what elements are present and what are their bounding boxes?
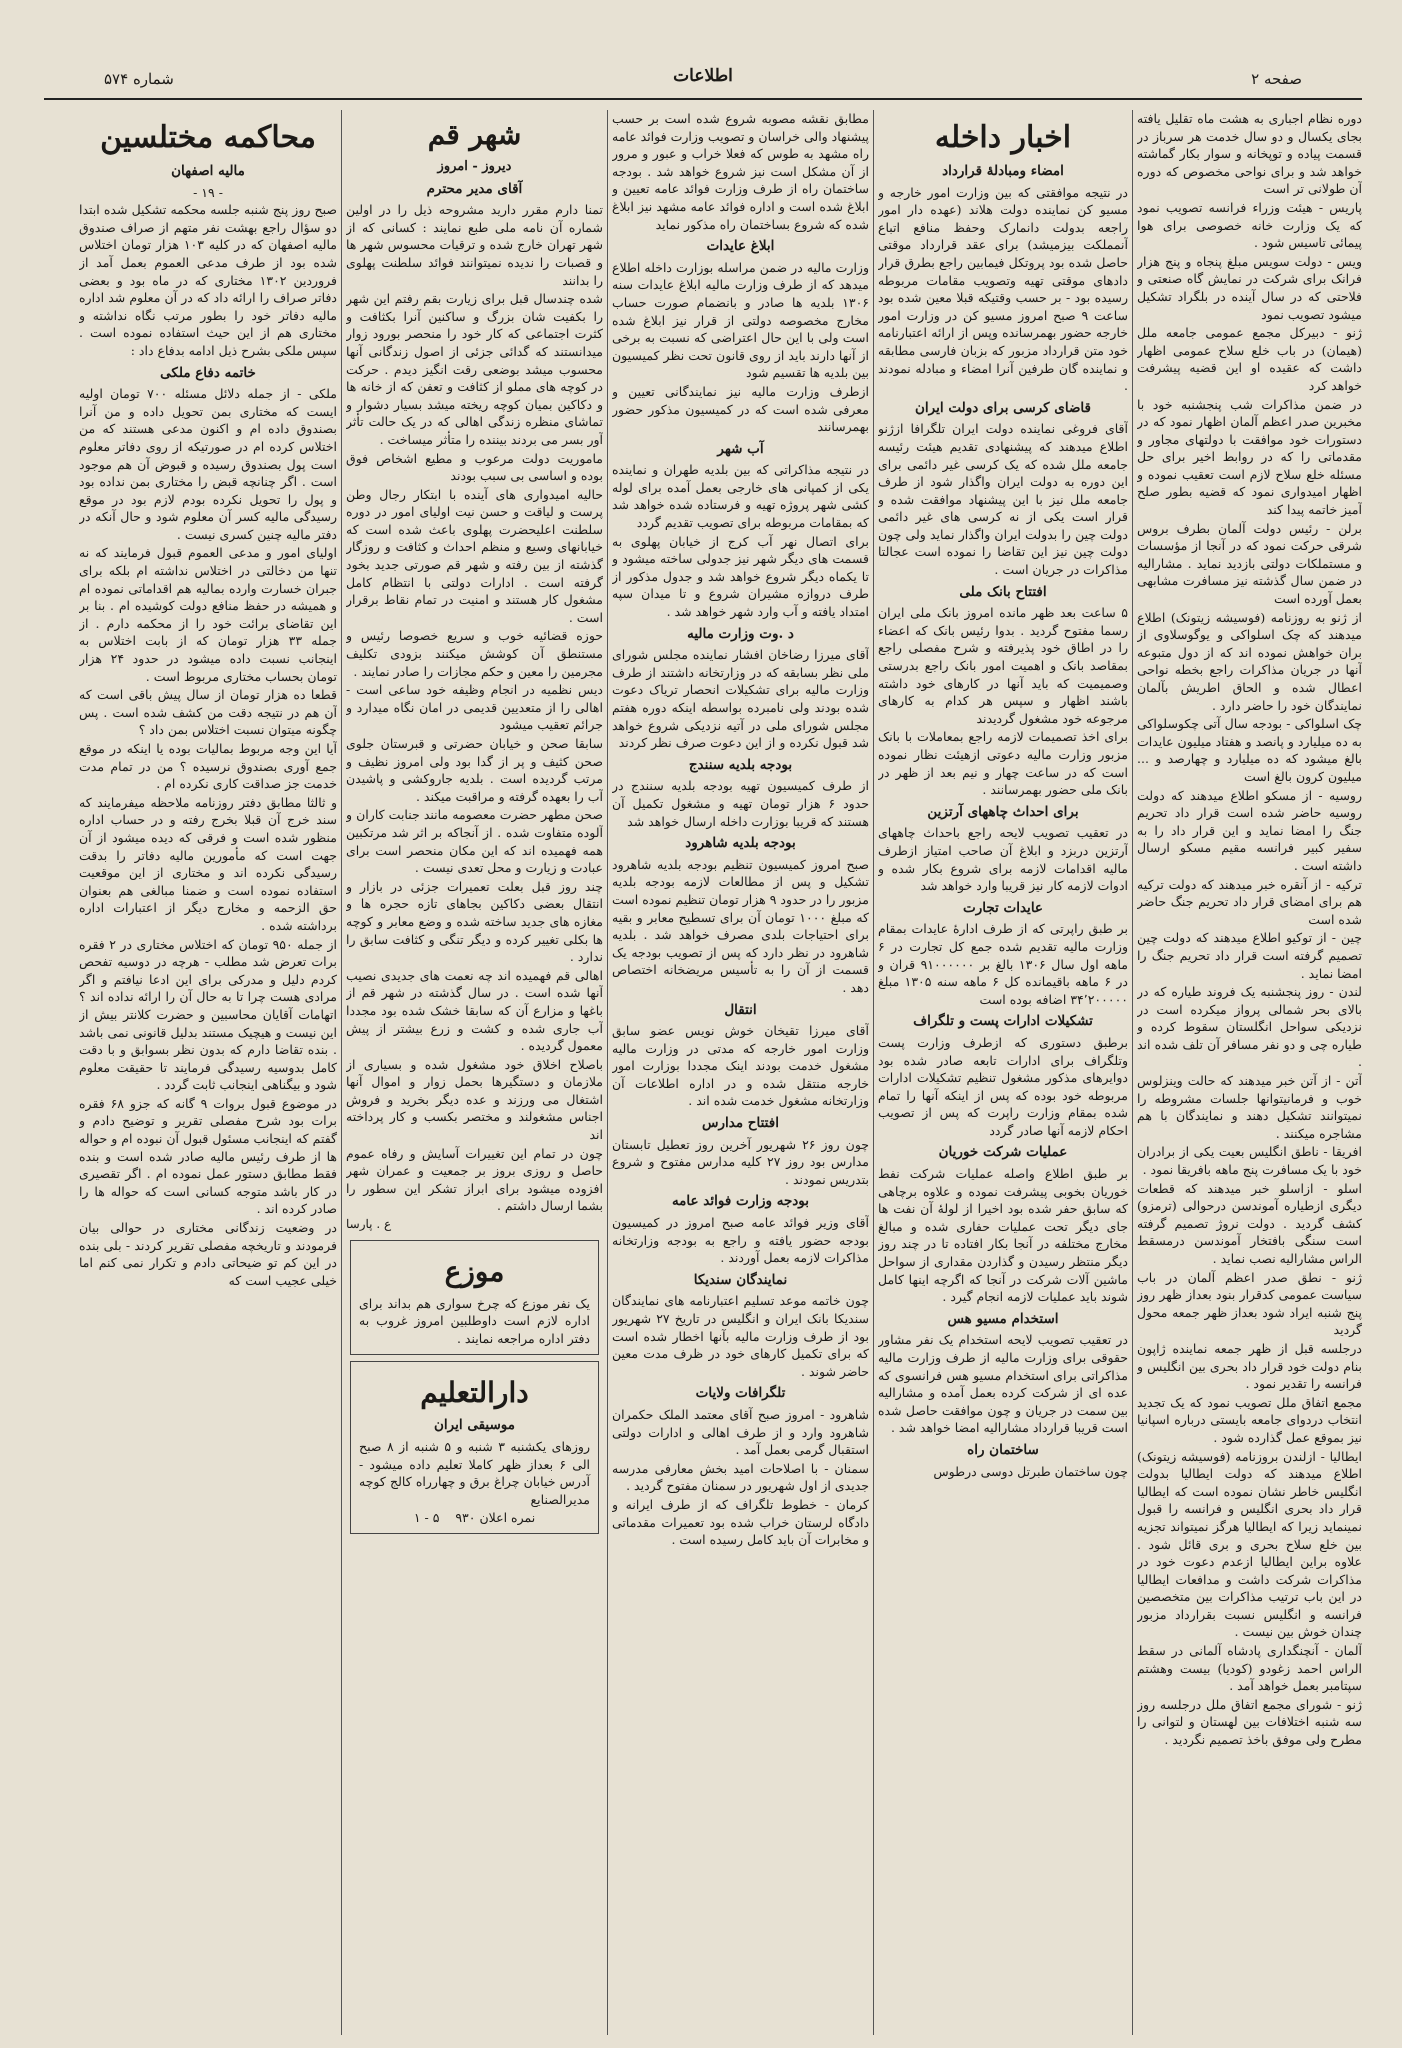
news-item: افریقا - ناطق انگلیس بعیت یکی از برادران خود با یک مسافرت پنج ماهه بافریقا نمود . <box>1137 1144 1362 1178</box>
subheading: برای احداث چاههای آرتزین <box>927 803 1079 820</box>
subheading: بودجه بلدیه شاهرود <box>685 835 796 852</box>
article-text: آقای میرزا تقیخان خوش نویس عضو سابق وزارت امور خارجه که مدتی در وزارت مالیه مشغول خدمت بودند اینک مجددا بوزارت امور خارجه منتقل شده و در اداره اطلاعات آن وزارتخانه مشغول خدمت شده اند . <box>612 1023 869 1109</box>
article-text: سمنان - با اصلاحات امید بخش معارفی مدرسه جدیدی از اول شهریور در سمنان مفتوح گردید . <box>612 1460 869 1494</box>
ad-text: یک نفر موزع که چرخ سواری هم بداند برای اداره لازم است داوطلبین امروز غروب به دفتر اداره مراجعه نمایند . <box>359 1295 590 1346</box>
article-text: آقای وزیر فوائد عامه صبح امروز در کمیسیون بودجه حضور یافته و راجع به بودجه وزارتخانه مذاکرات لازمه بعمل آوردند . <box>612 1215 869 1266</box>
subheading: خاتمه دفاع ملکی <box>160 364 256 381</box>
news-item: در ضمن مذاکرات شب پنجشنبه خود با مخبرین صدر اعظم آلمان اظهار نمود که در دستورات خود موافقت با دولتهای مجاور و مقدماتی را که در روابط اخیر برای حل مسئله خلع سلاح لازم است تعقیب نموده و اظهار امیدواری نمود که قضیه بطور صلح آمیز خاتمه پیدا کند <box>1137 396 1362 518</box>
column-rule <box>1132 110 1133 2035</box>
article-text: ماموریت دولت مرعوب و مطیع اشخاص فوق بوده و اساسی بی سبب بودند <box>346 450 603 484</box>
subheading: تشکیلات ادارات پست و تلگراف <box>913 1013 1093 1030</box>
trial-column <box>79 110 337 2035</box>
subheading: تلگرافات ولایات <box>695 1385 786 1402</box>
news-item: مجمع اتفاق ملل تصویب نمود که یک تجدید انتخاب دردوای جامعه بایستی درباره اسپانیا نیز بموقع عمل گذارده شود . <box>1137 1394 1362 1445</box>
signature: ع . پارسا <box>346 1217 392 1232</box>
greeting: آقای مدیر محترم <box>426 180 523 197</box>
news-item: چین - از توکیو اطلاع میدهند که دولت چین تصمیم گرفته است قرار داد تحریم جنگ را امضا نماید . <box>1137 930 1362 981</box>
domestic-news-column <box>878 110 1128 2035</box>
article-text: برطبق دستوری که ازطرف وزارت پست وتلگراف برای ادارات تابعه صادر شده بود دوایرهای مذکور مشغول تنظیم تشکیلات ادارات مربوطه خود بوده که پس از اینکه آنها را تمام شده بمقام وزارت راپرت که پس از تصویب احکام لازمه آنها صادر گردد <box>878 1034 1128 1138</box>
article-text: و ثالثا مطابق دفتر روزنامه ملاحظه میفرمایند که سند خرج آن قبلا بخرج رفته و در حساب اداره منظور شده است و فرقی که دیده میشود از آن جهت است که مأمورین مالیه دفاتر را بدقت رسیدگی نکرده اند و مختاری از این موقعیت استفاده نموده است و ضمنا مبالغی هم بعنوان حق الزحمه و مخارج دیگر از اعتبارات اداره برداشته شده . <box>79 794 337 933</box>
column-rule <box>607 110 608 2035</box>
article-text: اهالی قم فهمیده اند چه نعمت های جدیدی نصیب آنها شده است . در سال گذشته در شهر قم از باغها و مزارع آن که سابقا خشک شده بود مجددا آب جاری شده و کشت و زرع بیشتر از پیش معمول گردیده . <box>346 967 603 1054</box>
news-item: ژنو - شورای مجمع اتفاق ملل درجلسه روز سه شنبه اختلافات بین لهستان و لتوانی را مطرح ولی موفق باخذ تصمیم نگردید . <box>1137 1696 1362 1748</box>
subheading: د .وت وزارت مالیه <box>687 625 794 642</box>
article-text: حوزه قضائیه خوب و سریع خصوصا رئیس و مستنطق آن کوشش میکنند بزودی تکلیف مجرمین را معین و حکم مجازات را صادر نمایند . <box>346 628 603 679</box>
article-text: صبح امروز کمیسیون تنظیم بودجه بلدیه شاهرود تشکیل و پس از مطالعات لازمه بودجه بلدیه مزبور را در حدود ۹ هزار تومان تنظیم نموده است که مبلغ ۱۰۰۰ تومان آن برای تسطیح معابر و بقیه برای احتیاجات بلدی مصرف خواهد شد . بلدیه شاهرود در نظر دارد که پس از تصویب بودجه یک قسمت از آن را به تأسیس مریضخانه اختصاص دهد . <box>612 856 869 995</box>
article-text: وزارت مالیه در ضمن مراسله بوزارت داخله اطلاع میدهد که از طرف وزارت مالیه ابلاغ عایدات سنه ۱۳۰۶ بلدیه ها صادر و بانضمام صورت حساب مخارج مخصوصه دولتی از قرار نیز ابلاغ شده است ولی با این حال اعتراضی که نسبت به برخی از آنها دارند باید از روی قانون تحت نظر کمیسیون بین بلدیه ها تقسیم شود <box>612 259 869 381</box>
article-text: از جمله ۹۵۰ تومان که اختلاس مختاری در ۲ فقره برات تعرض شد مطلب - هرچه در دوسیه تفحص کردم دلیل و مدرکی برای این ادعا نیافتم و اگر مرادی هست چرا تا به حال آن را ارائه نداده اند ؟ اتهامات آقایان محاسبین و حضرت کلانتر بیش از این نیست و هیچیک مستند بدلیل قانونی نمی باشد . بنده تقاضا دارم که بدون نظر بسوابق و با دقت کامل بدوسیه رسیدگی فرمایند تا حقیقت معلوم شود و بیگناهی اینجانب ثابت گردد . <box>79 936 337 1093</box>
article-text: اولیای امور و مدعی العموم قبول فرمایند که نه تنها من دخالتی در اختلاس نداشته ام بلکه برای جبران خسارت وارده بمالیه هم اقداماتی نموده ام و همیشه در حفظ منافع دولت کوشیده ام . بنا بر این تقاضای برائت خود را از محکمه دارم . از جمله ۳۳ هزار تومان که از بابت اختلاس به اینجانب نسبت داده میشود در حدود ۲۴ هزار تومان بحساب مختاری مربوط است . <box>79 545 337 684</box>
news-item: برلن - رئیس دولت آلمان بطرف بروس شرقی حرکت نمود که در آنجا از مؤسسات و مستملکات دولتی بازدید نماید . مشارالیه در ضمن سال گذشته نیز مسافرت مشابهی بعمل آورده است <box>1137 520 1362 607</box>
article-text: صحن مطهر حضرت معصومه مانند جنابت کاران و آلوده متفاوت شده . از آنجاکه بر اثر شد مرتکبین همه فهمیده اند که این مکان منحصر است برای عبادت و زیارت و محل تعدی نیست . <box>346 807 603 876</box>
newspaper-masthead: اطلاعات <box>673 66 733 86</box>
article-text: چون خاتمه موعد تسلیم اعتبارنامه های نمایندگان سندیکا بانک ایران و انگلیس در تاریخ ۲۷ شهریور بود از طرف وزارت مالیه بآنها اخطار شده است که برای تکمیل کارهای خود در ظرف مدت معین حاضر شوند . <box>612 1293 869 1379</box>
subheading: افتتاح مدارس <box>702 1115 779 1132</box>
article-text: برای اخذ تصمیمات لازمه راجع بمعاملات با بانک مزبور وزارت مالیه دعوتی ازهیئت نظار نموده است که در ساعت چهار و نیم بعد از ظهر در بانک ملی حضور بهمرسانند . <box>878 729 1128 798</box>
header-rule <box>44 98 1362 100</box>
article-text: در موضوع قبول بروات ۹ گانه که جزو ۶۸ فقره برات بود شرح مفصلی تقریر و توضیح دادم و گفتم که اینجانب مسئول قبول آن نبوده ام و حواله ها از طرف رئیس مالیه صادر شده است و بنده فقط مطابق دستور عمل نموده ام . اگر تقصیری در کار باشد متوجه کسانی است که حواله ها را صادر کرده اند . <box>79 1095 337 1217</box>
subheading: نمایندگان سندیکا <box>693 1271 788 1288</box>
news-item: ژنو - دبیرکل مجمع عمومی جامعه ملل (هیمان) در باب خلع سلاح عمومی اظهار داشت که عقیده او این قضیه پیشرفت خواهد کرد <box>1137 325 1362 393</box>
article-text: در نتیجه موافقتی که بین وزارت امور خارجه و مسیو کن نماینده دولت هلاند (عهده دار امور راجعه بدولت دانمارک وحفظ منافع اتباع آنمملکت بیزمیشد) برای عقد قرارداد موقتی حاصل شده بود پروتکل فیمابین راجع بطرق قرار دادهای موقتی تهیه وتصویب مقامات مربوطه رسیده بود - بر حسب وقتیکه قبلا معین شده بود ساعت ۹ صبح امروز مسیو کن در وزارت امور خارجه حضور بهمرسانده وپس از ارائه اعتبارنامه خود متن قرارداد مزبور که بزبان فارسی مطابقه و نماینده گان طرفین آنرا امضاء و مبادله نمودند . <box>878 184 1128 394</box>
subheading: عملیات شرکت خوریان <box>938 1144 1068 1161</box>
news-item: اسلو - ازاسلو خبر میدهند که قطعات دیگری ازطیاره آموندسن درحوالی (ترمزو) کشف گردید . دولت نروژ تصمیم گرفته است سنگی بافتخار آموندسن درمسقط الراس مشارالیه نصب نماید . <box>1137 1180 1362 1266</box>
dateline: دیروز - امروز <box>437 159 512 174</box>
article-text: چون ساختمان طبرتل دوسی درطوس <box>933 1463 1128 1479</box>
subheading: مالیه اصفهان <box>171 163 245 179</box>
subheading: بودجه بلدیه سنندج <box>688 756 793 773</box>
article-text: در تعقیب تصویب لایحه راجع باحداث چاههای آرتزین دربزد و ابلاغ آن صاحب امتیاز ازطرف مالیه اقدامات لازمه برای شروع بکار شده و ادوات لازمه کار نیز قریبا وارد خواهد شد <box>878 825 1128 894</box>
article-text: صبح روز پنج شنبه جلسه محکمه تشکیل شده ابتدا دو سؤال راجع بهشت نفر متهم از صراف صندوق مالیه اصفهان که در کلیه ۱۰۳ هزار تومان اختلاس شده بود از طرف مدعی العموم بعمل آمد از فروردین ۱۳۰۲ مختاری که در ماه بود و بعضی دفاتر صراف را ارائه داد که در آن معلوم شد اداره مالیه دفاتر خود را بطور مرتب نگاه نداشته و مختاری هم از این حیث استفاده نموده است . سپس ملکی بشرح ذیل ادامه بدفاع داد : <box>79 202 337 358</box>
qom-letter-column <box>346 110 603 2035</box>
article-text: سابقا صحن و خیابان حضرتی و قبرستان جلوی صحن کثیف و پر از گدا بود ولی امروز نظیف و مرتب گردیده است . بلدیه جاروکشی و پاشیدن آب را بعهده گرفته و مراقبت میکند . <box>346 736 603 804</box>
subheading: استخدام مسیو هس <box>947 1310 1059 1327</box>
news-item: لندن - روز پنجشنبه یک فروند طیاره که در بالای بحر شمالی پرواز میکرده است در نزدیکی سواحل انگلستان سقوط کرده و طیاره چی و دو نفر مسافر آن تلف شده اند . <box>1137 984 1362 1070</box>
column-rule <box>341 110 342 2035</box>
section-title: اخبار داخله <box>934 120 1072 155</box>
subheading: عایدات تجارت <box>963 899 1043 916</box>
news-item: پاریس - هیئت وزراء فرانسه تصویب نمود که یک وزارت خانه خصوصی برای هوا پیمائی تاسیس شود . <box>1137 199 1362 251</box>
advertisement-music-school <box>350 1361 599 1534</box>
article-text: دیس نظمیه در انجام وظیفه خود ساعی است - اهالی را از متعدیین قدیمی در امان نگاه میدارد و جرائم تعقیب میشود <box>346 682 603 733</box>
article-text: در وضعیت زندگانی مختاری در حوالی بیان فرمودند و تاریخچه مفصلی تقریر کردند - بلی بنده در این کم تو ضیحاتی دادم و تکرار نمی کنم اما خیلی عجیب است که <box>79 1220 337 1288</box>
issue-number: شماره ۵۷۴ <box>104 70 174 88</box>
ad-notice-number: نمره اعلان ۹۳۰ <box>455 1510 536 1526</box>
news-item: از ژنو به روزنامه (فوسیشه زیتونک) اطلاع میدهند که چک اسلواکی و یوگوسلاوی از بران خواهش نموده اند که از دول متبوعه آنها در جریان مذاکرات راجع بخطه نواحی اعطال شده و الحاق اطریش بآلمان نمایندگان خود را حاضر دارد . <box>1137 609 1362 713</box>
article-text: ملکی - از جمله دلائل مسئله ۷۰۰ تومان اولیه ایست که مختاری بمن تحویل داده و من آنرا بصندوق داده ام و اکنون مدعی هستند که من اختلاس کرده ام در صورتیکه از روی دفاتر معلوم است پول بصندوق رسیده و قبوض آن هم موجود است . اگر چنانچه قبض را مختاری بمن نداده بود و پول را تحویل نکرده بودم لازم بود در موقع رسیدگی مالیه کسر آن معلوم شود و حال آنکه در دفتر مالیه چنین کسری نیست . <box>79 386 337 542</box>
subheading: بودجه وزارت فوائد عامه <box>671 1193 810 1210</box>
subheading: افتتاح بانک ملی <box>959 583 1047 600</box>
news-item: ترکیه - از آنقره خبر میدهند که دولت ترکیه هم برای امضای قرار داد تحریم جنگ حاضر شده است <box>1137 876 1362 927</box>
subheading: ساختمان راه <box>967 1441 1039 1458</box>
foreign-news-column <box>1137 110 1362 2035</box>
ad-title: موزع <box>444 1254 505 1288</box>
page-header <box>44 64 1362 104</box>
article-text: شاهرود - امروز صبح آقای معتمد الملک حکمران شاهرود وارد و از طرف اهالی و ادارات دولتی استقبال گرمی بعمل آمد . <box>612 1406 869 1458</box>
article-text: آیا این وجه مربوط بمالیات بوده یا اینکه در موقع جمع آوری بصندوق نرسیده ؟ من در تمام مدت خدمت جز صداقت کاری نکرده ام . <box>79 741 337 792</box>
news-item: ویس - دولت سویس مبلغ پنجاه و پنج هزار فرانک برای شرکت در نمایش گاه صنعتی و فلاحتی که در سال آینده در بلگراد تشکیل میشود تصویب نمود <box>1137 253 1362 322</box>
section-title: شهر قم <box>427 118 522 151</box>
news-item: درجلسه قبل از ظهر جمعه نماینده ژاپون بنام دولت خود قرار داد بحری بین انگلیس و فرانسه را تقدیر نمود . <box>1137 1340 1362 1392</box>
article-text: چون در تمام این تغییرات آسایش و رفاه عموم حاصل و روزی بروز بر جمعیت و عمران شهر افزوده میشود برای ابراز تشکر این سطور را بشما ارسال داشتم . <box>346 1145 603 1214</box>
advertisement-courier <box>350 1240 599 1356</box>
subheading: آب شهر <box>717 440 764 457</box>
news-item: آتن - از آتن خبر میدهند که حالت وینزلوس خوب و فرمانیتوانها جلسات مشروطه را نمیتوانند تشکیل دهند و نمایندگان با هم مشاجره میکنند . <box>1137 1073 1362 1141</box>
ad-title: دارالتعلیم <box>420 1376 529 1410</box>
subheading: امضاء ومبادلۀ قرارداد <box>942 163 1064 179</box>
news-item: چک اسلواکی - بودجه سال آتی چکوسلواکی به ده میلیارد و پانصد و هفتاد میلیون عایدات بالغ میشود که ده میلیارد و چهارصد و ... میلیون کرون بالغ است <box>1137 716 1362 784</box>
article-text: شده چندسال قبل برای زیارت بقم رفتم این شهر را بکفیت شان بزرگ و ساکنین آنرا بکثافت و کثرت اجتماعی که کار خود را منحصر بورود زوار میدانستند که گدائی جزئی از اصول زندگانی آنها محسوب میشد بوضعی رقت انگیز دیدم . حرکت در کوچه های مملو از کثافت و تعفن که از خانه ها و دکاکین بمیان کوچه ریخته میشد بسیار دشوار و تماشای منظره زندگی اهالی که در یک حالت تأثر آور بسر می بردند بیننده را متأثر میساخت . <box>346 291 603 447</box>
article-text: چون روز ۲۶ شهریور آخرین روز تعطیل تابستان مدارس بود روز ۲۷ کلیه مدارس مفتوح و شروع بتدریس نمودند . <box>612 1136 869 1187</box>
installment-number: - ۱۹ - <box>193 184 223 200</box>
subheading: ابلاغ عایدات <box>706 238 775 255</box>
article-text: حالیه امیدواری های آینده با ابتکار رجال وطن پرست و لیاقت و حسن نیت اولیای امور در دوره سلطنت اعلیحضرت پهلوی باعث شده است که خیابانهای وسیع و منظم احداث و کثافت و روزگار گذشته از بین رفته و شهر قم صورتی جدید بخود گرفته است . ادارات دولتی با انتظام کامل مشغول کار هستند و امنیت در تمام نقاط برقرار است . <box>346 486 603 625</box>
article-text: ازطرف وزارت مالیه نیز نمایندگانی تعیین و معرفی شده است که در کمیسیون مذکور حضور بهمرسانند <box>612 383 869 435</box>
article-text: بر طبق اطلاع واصله عملیات شرکت نفط خوریان بخوبی پیشرفت نموده و علاوه برچاهی که سابق حفر شده بود اخیرا از لولۀ آن نفت ها جای دیگر تحت عملیات حفاری شده و مبالغ مخارج مختلفه در آنجا بکار افتاده تا در چند روز دیگر منتظر رسیدن و گذاردن مقداری از سواحل ماشین آلات شرکت در آنجا که اگرچه اینها کامل شوند باید عملیات لازمه انجام گیرد . <box>878 1166 1128 1305</box>
news-item: آلمان - آنچنگداری پادشاه آلمانی در سقط الراس احمد زغودو (کودیا) بیست وهشتم سپتامبر بعمل خواهد آمد . <box>1137 1643 1362 1694</box>
ad-code: ۵ - ۱ <box>413 1510 440 1526</box>
domestic-news-continued-column <box>612 110 869 2035</box>
page-number: صفحه ۲ <box>1251 70 1302 88</box>
ad-number <box>359 1509 590 1527</box>
subheading: انتقال <box>724 1001 757 1018</box>
subheading: قاضای کرسی برای دولت ایران <box>915 399 1091 416</box>
column-rule <box>873 110 874 2035</box>
news-item: ژنو - نطق صدر اعظم آلمان در باب سیاست عمومی کدقرار بنود بعداز ظهر روز پنج شنبه ایراد شود بعداز ظهر جمعه محول گردید <box>1137 1269 1362 1338</box>
article-text: برای اتصال نهر آب کرج از خیابان پهلوی به قسمت های دیگر شهر نیز جدولی ساخته میشود و تا یکماه دیگر شروع خواهد شد و جدول مذکور از طرف دروازه مشیران شروع و تا میدان سپه امتداد یافته و آب وارد شهر خواهد شد . <box>612 533 869 620</box>
article-text: باصلاح اخلاق خود مشغول شده و بسیاری از ملازمان و دستگیرها بحمل زوار و اموال آنها اشتغال می ورزند و عده دیگر بخرید و فروش اجناس مشغولند و مختصر بکسب و کار پرداخته اند <box>346 1056 603 1143</box>
article-text: آقای فروغی نماینده دولت ایران تلگرافا ازژنو اطلاع میدهند که پیشنهادی تقدیم هیئت رئیسه جامعه ملل شده که یک کرسی غیر دائمی برای این دوره به دولت ایران واگذار شود از طرف جامعه ملل نیز با این پیشنهاد موافقت شده و قرار است یکی از نه کرسی های غیر دائمی دولت چین را بدولت ایران واگذار نماید ولی چون دولت چین نیز این تقاضا را نموده است عجالتا مذاکرات در جریان است . <box>878 421 1128 578</box>
article-text: در تعقیب تصویب لایحه استخدام یک نفر مشاور حقوقی برای وزارت مالیه از طرف وزارت مالیه مذاکراتی برای استخدام مسیو هس فرانسوی که عده ای از شرکت کرده بعمل آمده و مشارالیه بین سمت در جریان و چون موافقت حاصل شده است قریبا قرارداد مشارالیه امضا خواهد شد . <box>878 1332 1128 1436</box>
article-text: آقای میرزا رضاخان افشار نماینده مجلس شورای ملی نظر بسابقه که در وزارتخانه داشتند از طرف وزارت مالیه برای تشکیلات انحصار تریاک دعوت شده بودند ولی نامبرده بواسطه اینکه دوره هفتم مجلس شورای ملی در آتیه نزدیکی شروع خواهد شد قبول نکرده و از این دعوت صرف نظر کردند <box>612 647 869 751</box>
article-text: چند روز قبل بعلت تعمیرات جزئی در بازار و انتقال بعضی دکاکین بجاهای تازه حجره ها و مغازه های جدید ساخته شده و وضع معابر و کوچه ها بکلی تغییر کرده و دیگر تنگی و کثافت سابق را ندارد . <box>346 878 603 965</box>
article-text: در نتیجه مذاکراتی که بین بلدیه طهران و نماینده یکی از کمپانی های خارجی بعمل آمده برای لوله کشی شهر پروژه تهیه و فرستاده شده خواهد شد که بمقامات مربوطه برای تصویب تقدیم گردد <box>612 462 869 531</box>
article-text: بر طبق راپرتی که از طرف ادارۀ عایدات بمقام وزارت مالیه تقدیم شده جمع کل تجارت در ۶ ماهه اول سال ۱۳۰۶ بالغ بر ۹۱۰۰۰۰۰۰ قران و در ۶ ماهه باقیمانده کل ۶ ماهه سنه ۱۳۰۵ مبلغ ۳۴٬۲۰۰۰۰۰ اضافه بوده است <box>878 921 1128 1007</box>
section-title: محاکمه مختلسین <box>100 120 316 155</box>
article-text: ۵ ساعت بعد ظهر مانده امروز بانک ملی ایران رسما مفتوح گردید . بدوا رئیس بانک که اعضاء را در اطاق خود پذیرفته و شرح مفصلی راجع بمقاصد بانک و اهمیت امور بانک راجع بدرستی وصمیمیت که باید آنها در کارهای خود داشته باشند اظهار و سپس هر کدام به کارهای مرجوعه خود مشغول گردیدند <box>878 605 1128 726</box>
columns <box>44 110 1362 2035</box>
ad-text: روزهای یکشنبه ۳ شنبه و ۵ شنبه از ۸ صبح الی ۶ بعداز ظهر کاملا تعلیم داده میشود - آدرس خیابان چراغ برق و چهارراه کالج کوچه مدیرالصنایع <box>359 1439 590 1507</box>
news-item: ایطالیا - ازلندن بروزنامه (فوسیشه زیتونک) اطلاع میدهند که دولت ایطالیا بدولت انگلیس خاطر نشان نموده است که ایطالیا قرار داد بحری انگلیس و فرانسه را قبول نمینماید زیرا که ایطالیا هرگز نمیتواند تجزیه بین خلع سلاح بحری و بری قائل شود . علاوه براین ایطالیا ازعدم دعوت خود در مذاکرات شرکت داشت و مدافعات ایطالیا در این باب ترتیب مذاکرات بین متخصصین فرانسه و انگلیس نسبت بقرارداد مزبور چندان خوش بین نیست . <box>1137 1448 1362 1640</box>
ad-subtitle: موسیقی ایران <box>434 1417 515 1434</box>
news-item: دوره نظام اجباری به هشت ماه تقلیل یافته بجای یکسال و دو سال خدمت هر سرباز در قسمت پیاده و توپخانه و سوار بکار گماشته خواهد شد و برای نواحی مخصوص که دوره آن طولانی تر است <box>1137 111 1362 197</box>
article-text: از طرف کمیسیون تهیه بودجه بلدیه سنندج در حدود ۶ هزار تومان تهیه و مشغول تکمیل آن هستند که قریبا بوزارت داخله ارسال خواهد شد <box>612 778 869 829</box>
article-text: قطعا ده هزار تومان از سال پیش باقی است که آن هم در نتیجه دقت من کشف شده است . پس چگونه میتوان نسبت اختلاس بمن داد ؟ <box>79 687 337 738</box>
article-text: تمنا دارم مقرر دارید مشروحه ذیل را در اولین شماره آن نامه ملی طبع نمایند : کسانی که از شهر تهران خارج شده و ترقیات محسوس شهر ها و قصبات را ندیده نمیتوانند فوائد سلطنت پهلوی را بدانند <box>346 202 603 288</box>
news-item: روسیه - از مسکو اطلاع میدهند که دولت روسیه حاضر شده است قرار داد تحریم جنگ را امضا نماید و این قرار داد را به سفیر کبیر فرانسه مقیم مسکو ارسال داشته است . <box>1137 787 1362 873</box>
article-text: کرمان - خطوط تلگراف که از طرف ایرانه و دادگاه لرستان خراب شده بود تعمیرات مقدماتی و مخابرات آن باید کامل رسیده است . <box>612 1496 869 1548</box>
article-text: مطابق نقشه مصوبه شروع شده است بر حسب پیشنهاد والی خراسان و تصویب وزارت فوائد عامه راه مشهد به طوس که فعلا خراب و عبور و مرور از آن مشکل است نیز شروع خواهد شد . بودجه ساختمان راه از طرف وزارت فوائد عامه تعیین و ابلاغ شده است و اداره فوائد عامه مشهد نیز ابلاغ شده که شروع بساختمان راه مذکور نماید <box>612 111 869 232</box>
